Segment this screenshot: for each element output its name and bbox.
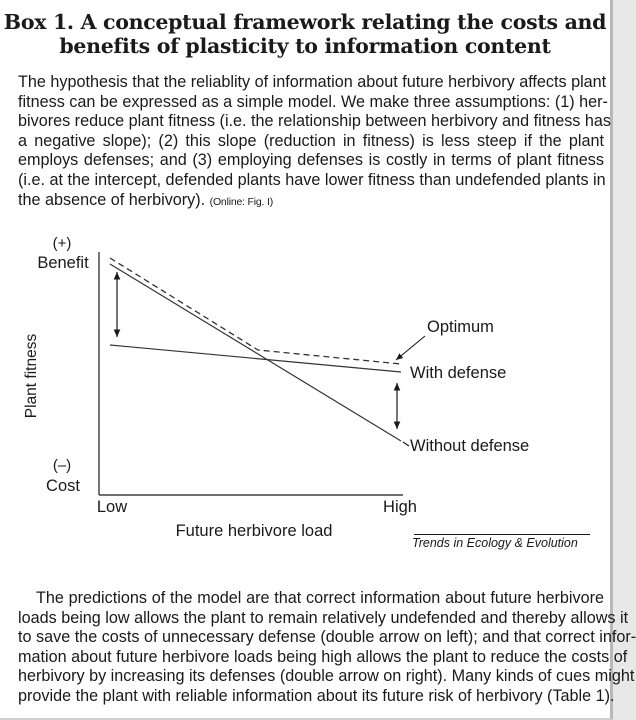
intro-line: The hypothesis that the reliablity of information about future herbivory affects plant bbox=[18, 73, 607, 91]
with-defense-label: With defense bbox=[410, 364, 507, 382]
y-bottom-sign: (–) bbox=[52, 457, 72, 474]
box-title-line-2: benefits of plasticity to information content bbox=[59, 34, 551, 58]
intro-paragraph bbox=[18, 73, 611, 212]
without-defense-line bbox=[110, 264, 401, 441]
optimum-dashed-line bbox=[110, 258, 401, 364]
intro-last-line bbox=[18, 191, 604, 213]
online-figure-reference: (Online: Fig. I) bbox=[209, 195, 273, 208]
intro-line: (i.e. at the intercept, defended plants have lower fitness than undefended plants in bbox=[18, 170, 606, 189]
intro-line: a negative slope); (2) this slope (reduction in fitness) is less steep if the plant bbox=[18, 131, 604, 150]
predictions-line: to save the costs of unnecessary defense (double arrow on left); and that correct infor- bbox=[18, 628, 636, 647]
predictions-line: loads being low allows the plant to remain relatively undefended and thereby allows it bbox=[18, 608, 629, 627]
journal-credit: Trends in Ecology & Evolution bbox=[412, 536, 578, 550]
without-defense-label: Without defense bbox=[410, 437, 530, 455]
predictions-line: herbivory by increasing its defenses (double arrow on right). Many kinds of cues might bbox=[18, 667, 635, 686]
predictions-line: The predictions of the model are that correct information about future herbivore bbox=[36, 589, 604, 607]
predictions-line: mation about future herbivore loads being high allows the plant to reduce the costs of bbox=[18, 647, 628, 666]
conceptual-figure bbox=[0, 222, 610, 562]
predictions-paragraph bbox=[18, 589, 636, 707]
optimum-pointer-arrow bbox=[396, 336, 425, 360]
box-title bbox=[0, 10, 610, 58]
y-top-sign: (+) bbox=[52, 235, 72, 252]
intro-line: employs defenses; and (3) employing defenses is costly in terms of plant fitness bbox=[18, 151, 604, 170]
x-high-label: High bbox=[383, 498, 417, 516]
intro-line: bivores reduce plant fitness (i.e. the relationship between herbivory and fitness has bbox=[18, 112, 611, 131]
x-axis-label: Future herbivore load bbox=[175, 522, 333, 540]
x-low-label: Low bbox=[96, 498, 128, 516]
figure-svg bbox=[0, 222, 610, 540]
optimum-label: Optimum bbox=[427, 318, 494, 336]
credit-rule bbox=[414, 534, 590, 535]
intro-line: fitness can be expressed as a simple model. We make three assumptions: (1) her- bbox=[18, 92, 608, 111]
box-title-line-1: Box 1. A conceptual framework relating the costs and bbox=[3, 10, 607, 34]
y-axis-label: Plant fitness bbox=[23, 333, 40, 419]
y-top-label: Benefit bbox=[37, 254, 89, 272]
y-bottom-label: Cost bbox=[46, 477, 80, 495]
intro-line: the absence of herbivory). bbox=[18, 190, 206, 209]
predictions-line: provide the plant with reliable information about its future risk of herbivory (Table 1). bbox=[18, 686, 615, 705]
without-defense-pointer bbox=[403, 442, 409, 446]
